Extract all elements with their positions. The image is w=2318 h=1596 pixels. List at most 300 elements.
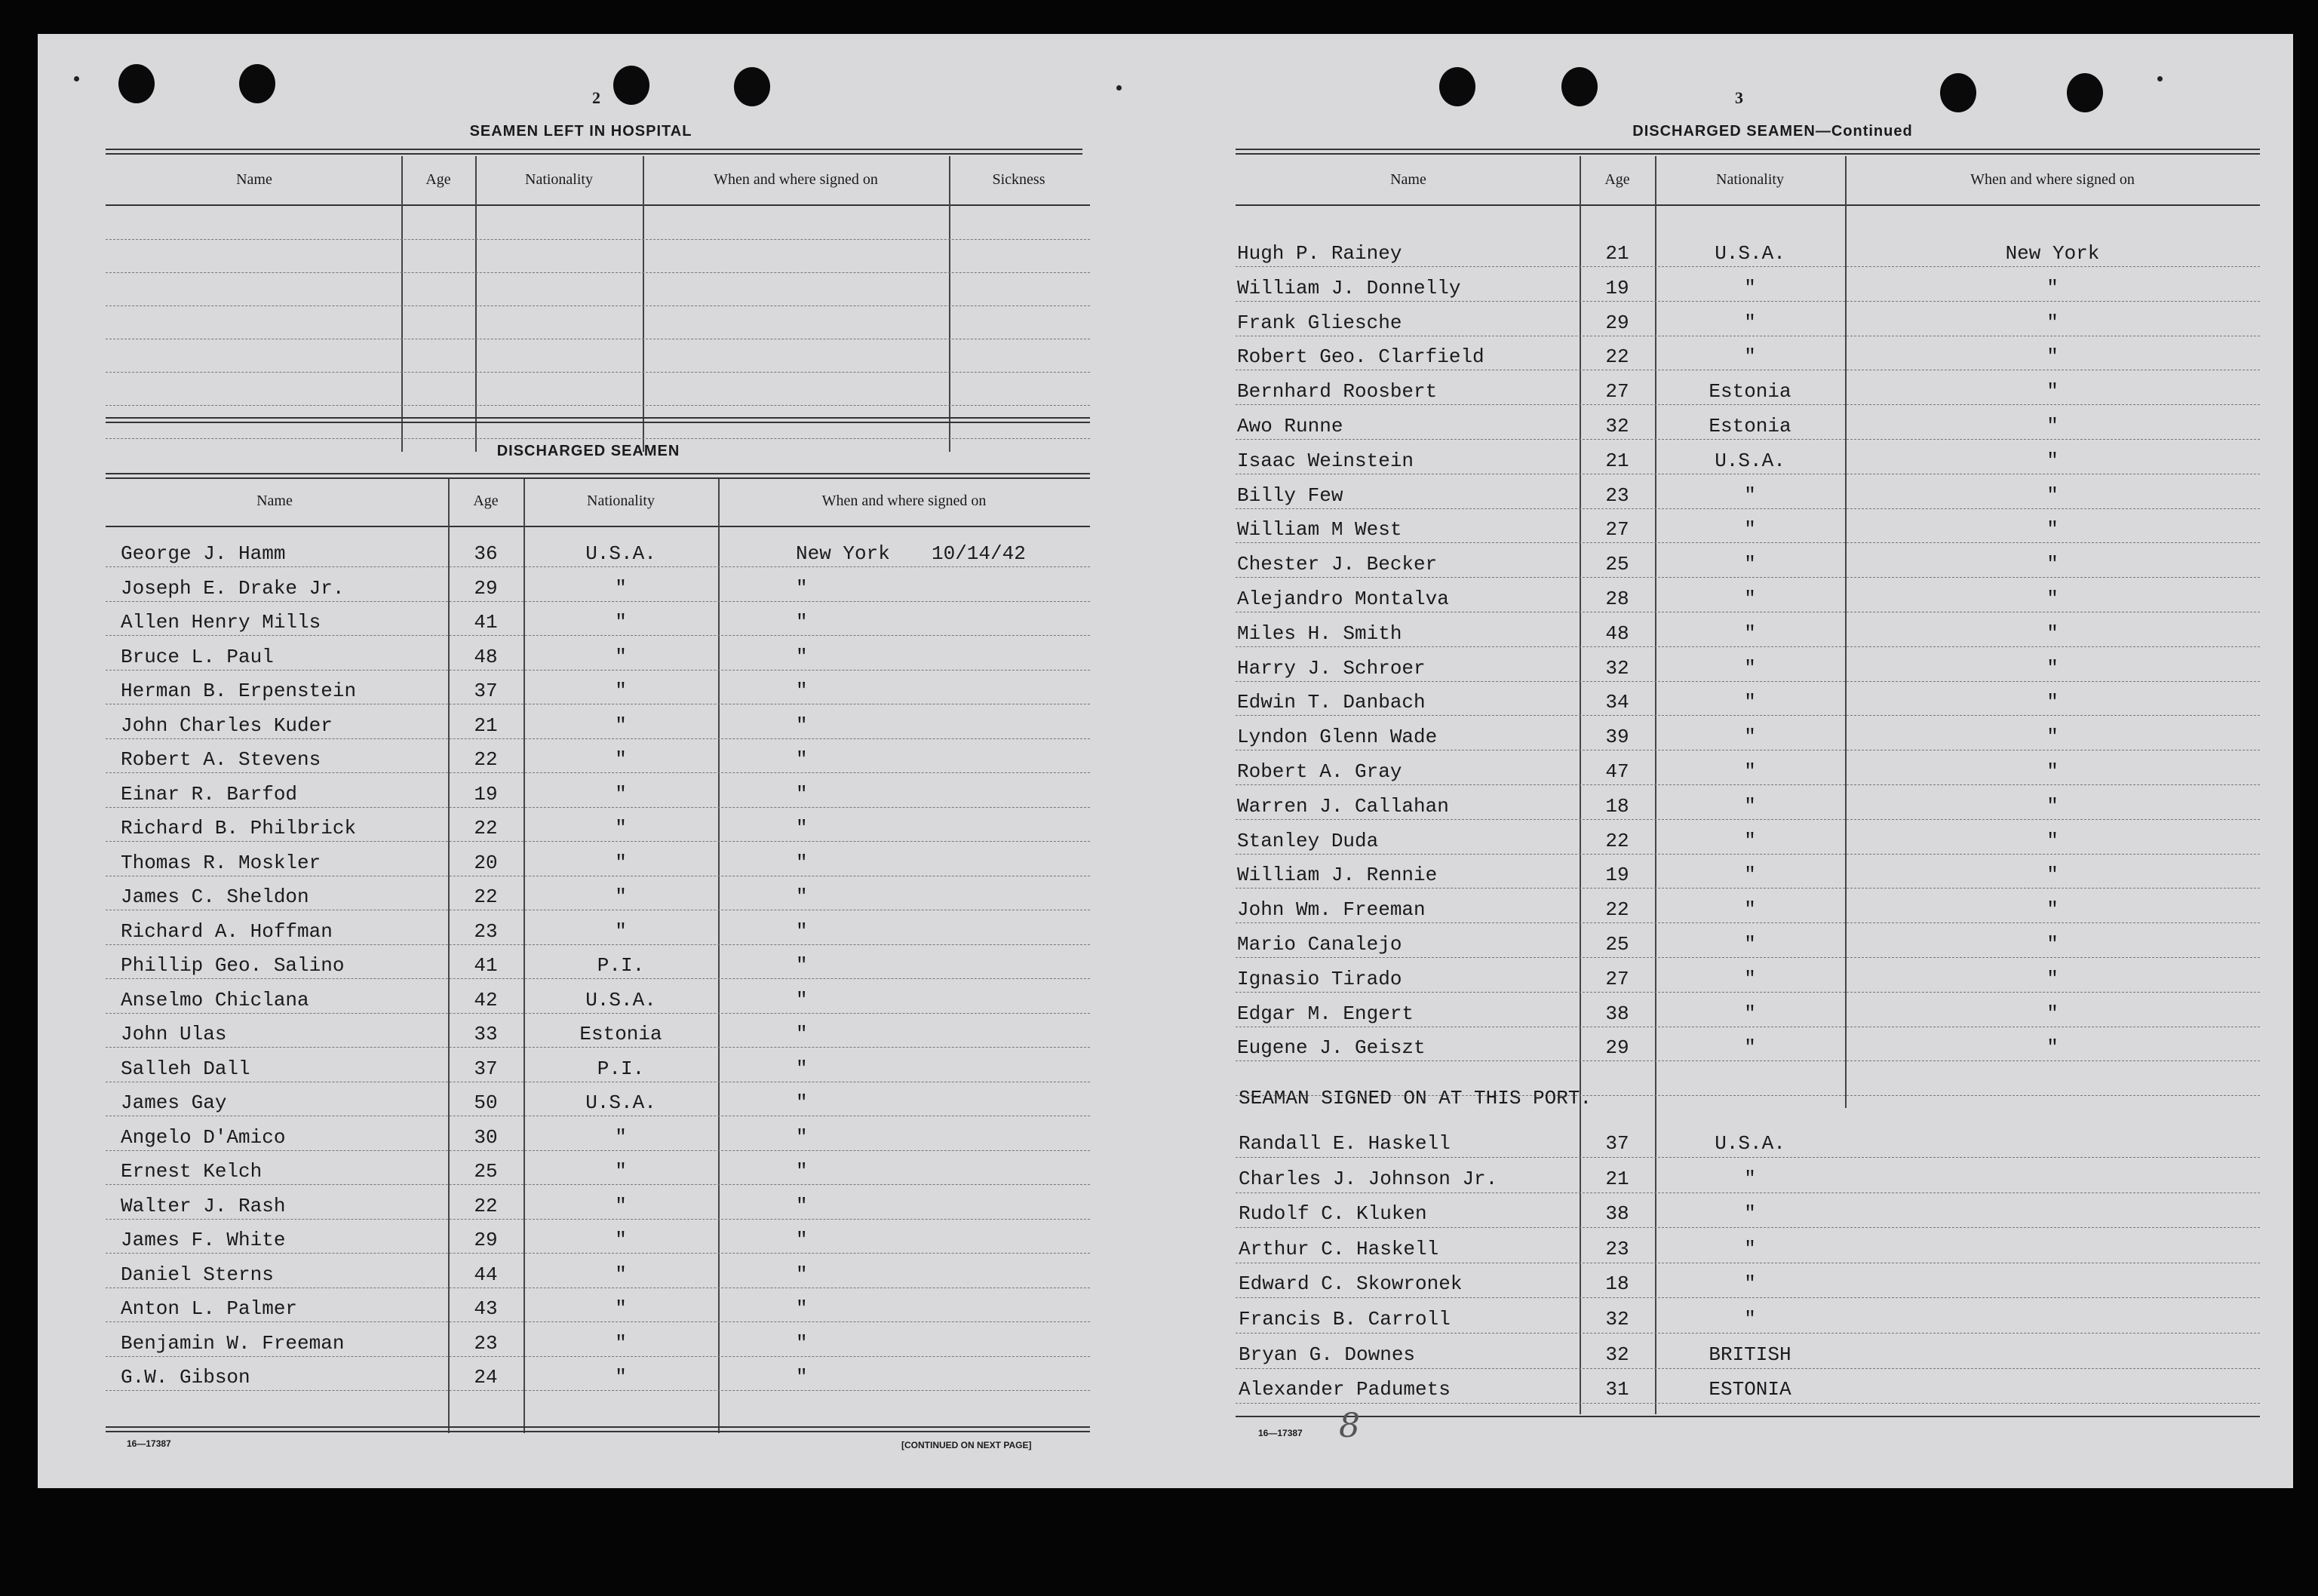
seaman-nationality: " [1744, 691, 1756, 714]
seaman-nationality: Estonia [579, 1023, 662, 1045]
seaman-nationality: " [1744, 1202, 1756, 1225]
seaman-age: 48 [1605, 622, 1629, 645]
seaman-name: Isaac Weinstein [1237, 450, 1414, 472]
seaman-signed-on-place: " [2046, 1036, 2059, 1059]
seaman-nationality: " [1744, 726, 1756, 748]
seaman-signed-on-place: " [796, 1229, 808, 1251]
hospital-col-age: Age [425, 171, 451, 188]
seaman-age: 25 [1605, 553, 1629, 575]
seaman-signed-on-date: 10/14/42 [932, 542, 1026, 565]
seaman-nationality: " [1744, 1002, 1756, 1025]
seaman-name: Stanley Duda [1237, 830, 1379, 852]
seaman-nationality: " [615, 1332, 627, 1355]
seaman-age: 39 [1605, 726, 1629, 748]
table-row [106, 566, 1090, 602]
seaman-nationality: Estonia [1709, 380, 1791, 403]
seaman-name: Bryan G. Downes [1239, 1343, 1416, 1366]
seaman-nationality: " [1744, 760, 1756, 783]
seaman-name: Eugene J. Geiszt [1237, 1036, 1426, 1059]
seaman-nationality: " [615, 577, 627, 600]
seaman-signed-on-place: " [2046, 760, 2059, 783]
seaman-signed-on-place: " [2046, 312, 2059, 334]
punch-hole [239, 64, 275, 103]
seaman-name: Anton L. Palmer [121, 1297, 298, 1320]
seaman-signed-on-place: " [796, 1160, 808, 1183]
seaman-signed-on-place: " [796, 954, 808, 977]
punch-hole [118, 64, 155, 103]
table-row [106, 1149, 1090, 1185]
seaman-age: 28 [1605, 588, 1629, 610]
seaman-signed-on-place: " [796, 1332, 808, 1355]
seaman-age: 23 [474, 1332, 498, 1355]
page-number-right: 3 [1735, 88, 1743, 107]
seaman-name: G.W. Gibson [121, 1366, 250, 1389]
seaman-name: Ignasio Tirado [1237, 968, 1402, 990]
seaman-name: Joseph E. Drake Jr. [121, 577, 345, 600]
table-row [1236, 542, 2260, 578]
left-bottom-rule [106, 1426, 1090, 1432]
seaman-name: William J. Rennie [1237, 864, 1438, 886]
seaman-name: Benjamin W. Freeman [121, 1332, 345, 1355]
seaman-age: 48 [474, 646, 498, 668]
seaman-name: James F. White [121, 1229, 286, 1251]
seaman-nationality: " [1744, 830, 1756, 852]
seaman-signed-on-place: " [2046, 968, 2059, 990]
seaman-age: 24 [474, 1366, 498, 1389]
table-row [1236, 508, 2260, 543]
seaman-nationality: U.S.A. [1715, 450, 1785, 472]
seaman-name: Warren J. Callahan [1237, 795, 1449, 818]
right-col-age: Age [1604, 171, 1630, 188]
seaman-nationality: " [615, 714, 627, 737]
seaman-nationality: " [1744, 1238, 1756, 1260]
table-row [1236, 1122, 2260, 1158]
seaman-age: 18 [1605, 1272, 1629, 1295]
seaman-signed-on-place: " [2046, 277, 2059, 299]
seaman-nationality: " [615, 920, 627, 943]
seaman-nationality: " [615, 885, 627, 908]
table-row [106, 738, 1090, 773]
seaman-nationality: " [1744, 795, 1756, 818]
speck [1116, 85, 1122, 91]
speck [74, 76, 79, 81]
seaman-nationality: " [1744, 1168, 1756, 1190]
seaman-nationality: " [1744, 898, 1756, 921]
seaman-name: Harry J. Schroer [1237, 657, 1426, 680]
seaman-nationality: U.S.A. [585, 542, 656, 565]
seaman-age: 50 [474, 1091, 498, 1114]
seaman-nationality: U.S.A. [585, 989, 656, 1011]
table-row [1236, 957, 2260, 993]
right-header-rule [1236, 204, 2260, 206]
seaman-age: 19 [474, 783, 498, 806]
seaman-nationality: ESTONIA [1709, 1378, 1791, 1401]
seaman-nationality: " [1744, 864, 1756, 886]
seaman-name: Herman B. Erpenstein [121, 680, 357, 702]
seaman-signed-on-place: " [796, 611, 808, 634]
seaman-name: Anselmo Chiclana [121, 989, 309, 1011]
seaman-nationality: " [1744, 622, 1756, 645]
punch-hole [734, 67, 770, 106]
seaman-nationality: " [1744, 345, 1756, 368]
table-row [106, 772, 1090, 808]
seaman-name: Miles H. Smith [1237, 622, 1402, 645]
seaman-age: 21 [474, 714, 498, 737]
seaman-signed-on-place: " [796, 1023, 808, 1045]
seaman-age: 32 [1605, 415, 1629, 437]
seaman-age: 27 [1605, 968, 1629, 990]
table-row [106, 532, 1090, 567]
seaman-nationality: U.S.A. [585, 1091, 656, 1114]
seaman-name: Charles J. Johnson Jr. [1239, 1168, 1498, 1190]
seaman-signed-on-place: " [796, 680, 808, 702]
table-row [106, 910, 1090, 945]
seaman-nationality: U.S.A. [1715, 242, 1785, 265]
form-number-right: 16—17387 [1258, 1428, 1303, 1438]
seaman-age: 44 [474, 1263, 498, 1286]
seaman-signed-on-place: " [796, 714, 808, 737]
seaman-name: Arthur C. Haskell [1239, 1238, 1439, 1260]
hospital-col-name: Name [236, 171, 272, 188]
seaman-signed-on-place: " [2046, 933, 2059, 956]
seaman-nationality: " [1744, 518, 1756, 541]
seaman-age: 33 [474, 1023, 498, 1045]
seaman-signed-on-place: " [796, 1057, 808, 1080]
seaman-name: Bernhard Roosbert [1237, 380, 1438, 403]
seaman-nationality: U.S.A. [1715, 1132, 1785, 1155]
seaman-nationality: " [1744, 1036, 1756, 1059]
table-row [106, 1355, 1090, 1391]
table-row [106, 1321, 1090, 1357]
seaman-age: 41 [474, 611, 498, 634]
hospital-section-title: SEAMEN LEFT IN HOSPITAL [469, 123, 692, 140]
seaman-age: 21 [1605, 1168, 1629, 1190]
seaman-signed-on-place: " [2046, 795, 2059, 818]
table-row [1236, 301, 2260, 336]
table-row [106, 1253, 1090, 1288]
table-row [1236, 232, 2260, 267]
table-row [106, 1012, 1090, 1048]
seaman-signed-on-place: " [2046, 726, 2059, 748]
seaman-age: 32 [1605, 657, 1629, 680]
seaman-signed-on-place: " [796, 885, 808, 908]
discharged-col-age: Age [473, 493, 499, 509]
seaman-nationality: " [615, 748, 627, 771]
table-row [106, 1184, 1090, 1220]
seaman-nationality: " [615, 1263, 627, 1286]
table-row [106, 978, 1090, 1014]
table-row [1236, 922, 2260, 958]
seaman-signed-on-place: " [2046, 691, 2059, 714]
seaman-name: Mario Canalejo [1237, 933, 1402, 956]
seaman-name: William M West [1237, 518, 1402, 541]
seaman-nationality: " [1744, 553, 1756, 575]
seaman-signed-on-place: " [2046, 1002, 2059, 1025]
punch-hole [1439, 67, 1475, 106]
table-row [1236, 992, 2260, 1027]
seaman-age: 34 [1605, 691, 1629, 714]
table-row [1236, 888, 2260, 923]
hospital-empty-row [106, 272, 1090, 306]
hospital-empty-row [106, 372, 1090, 406]
table-row [106, 875, 1090, 910]
seaman-age: 36 [474, 542, 498, 565]
table-row [1236, 646, 2260, 682]
seaman-nationality: P.I. [597, 954, 645, 977]
hospital-col-sickness: Sickness [992, 171, 1045, 188]
table-row [106, 1047, 1090, 1082]
right-col-name: Name [1390, 171, 1426, 188]
seaman-name: Billy Few [1237, 484, 1343, 507]
seaman-age: 38 [1605, 1002, 1629, 1025]
seaman-age: 29 [1605, 1036, 1629, 1059]
seaman-nationality: " [1744, 312, 1756, 334]
seaman-name: William J. Donnelly [1237, 277, 1461, 299]
seaman-nationality: " [615, 1160, 627, 1183]
table-row [1236, 1192, 2260, 1228]
seaman-signed-on-place: " [796, 748, 808, 771]
seaman-age: 29 [474, 1229, 498, 1251]
seaman-name: Richard B. Philbrick [121, 817, 357, 839]
seaman-name: James Gay [121, 1091, 227, 1114]
seaman-age: 19 [1605, 277, 1629, 299]
hospital-top-rule [106, 149, 1082, 155]
seaman-age: 22 [1605, 830, 1629, 852]
hospital-col-nationality: Nationality [525, 171, 593, 188]
seaman-nationality: " [1744, 484, 1756, 507]
right-bottom-rule [1236, 1416, 2260, 1417]
seaman-name: Daniel Sterns [121, 1263, 274, 1286]
table-row [1236, 1367, 2260, 1404]
right-section-title: DISCHARGED SEAMEN—Continued [1632, 123, 1913, 140]
seaman-age: 21 [1605, 450, 1629, 472]
seaman-nationality: " [1744, 968, 1756, 990]
table-row [1236, 853, 2260, 889]
seaman-nationality: " [1744, 277, 1756, 299]
seaman-name: Edwin T. Danbach [1237, 691, 1426, 714]
seaman-age: 22 [1605, 898, 1629, 921]
seaman-age: 23 [1605, 1238, 1629, 1260]
table-row [1236, 474, 2260, 509]
seaman-signed-on-place: " [2046, 657, 2059, 680]
table-row [106, 1116, 1090, 1151]
form-number-left: 16—17387 [127, 1438, 171, 1449]
hospital-bottom-rule [106, 417, 1090, 423]
seaman-signed-on-place: " [2046, 415, 2059, 437]
seaman-age: 43 [474, 1297, 498, 1320]
seaman-name: Randall E. Haskell [1239, 1132, 1451, 1155]
seaman-name: Thomas R. Moskler [121, 852, 321, 874]
seaman-name: Walter J. Rash [121, 1195, 286, 1217]
seaman-nationality: Estonia [1709, 415, 1791, 437]
seaman-signed-on-place: " [796, 817, 808, 839]
table-row [106, 1287, 1090, 1322]
table-row [1236, 1262, 2260, 1298]
seaman-name: Francis B. Carroll [1239, 1308, 1451, 1331]
table-row [106, 841, 1090, 876]
seaman-age: 18 [1605, 795, 1629, 818]
table-row [1236, 784, 2260, 820]
seaman-age: 20 [474, 852, 498, 874]
seaman-name: Bruce L. Paul [121, 646, 274, 668]
table-row [1236, 577, 2260, 612]
hospital-empty-row [106, 339, 1090, 373]
hospital-empty-row [106, 206, 1090, 240]
table-row [1236, 439, 2260, 474]
table-row [106, 1081, 1090, 1116]
seaman-age: 19 [1605, 864, 1629, 886]
discharged-header-rule [106, 526, 1090, 527]
seaman-signed-on-place: " [796, 646, 808, 668]
seaman-signed-on-place: " [2046, 345, 2059, 368]
seaman-name: Robert Geo. Clarfield [1237, 345, 1484, 368]
seaman-signed-on-place: " [796, 989, 808, 1011]
table-row [1236, 680, 2260, 716]
seaman-signed-on-place: " [796, 852, 808, 874]
hospital-empty-row [106, 305, 1090, 339]
seaman-nationality: P.I. [597, 1057, 645, 1080]
seaman-nationality: " [615, 817, 627, 839]
seaman-age: 25 [1605, 933, 1629, 956]
table-row [1236, 1227, 2260, 1263]
hospital-empty-row [106, 239, 1090, 273]
punch-hole [613, 66, 649, 105]
seaman-signed-on-place: " [2046, 484, 2059, 507]
seaman-name: John Wm. Freeman [1237, 898, 1426, 921]
seaman-name: Robert A. Stevens [121, 748, 321, 771]
seaman-name: Chester J. Becker [1237, 553, 1438, 575]
seaman-age: 41 [474, 954, 498, 977]
seaman-name: Awo Runne [1237, 415, 1343, 437]
seaman-nationality: BRITISH [1709, 1343, 1791, 1366]
table-row [106, 669, 1090, 704]
seaman-signed-on-place: " [2046, 898, 2059, 921]
table-row [1236, 266, 2260, 302]
seaman-age: 31 [1605, 1378, 1629, 1401]
punch-hole [1940, 73, 1976, 112]
seaman-age: 32 [1605, 1308, 1629, 1331]
seaman-nationality: " [615, 680, 627, 702]
seaman-signed-on-place: " [796, 1195, 808, 1217]
seaman-name: Einar R. Barfod [121, 783, 298, 806]
seaman-signed-on-place: " [2046, 380, 2059, 403]
seaman-age: 37 [474, 680, 498, 702]
seaman-signed-on-place: " [796, 1366, 808, 1389]
seaman-age: 22 [474, 817, 498, 839]
seaman-nationality: " [615, 611, 627, 634]
page-number-left: 2 [592, 88, 600, 107]
seaman-nationality: " [615, 1229, 627, 1251]
seaman-age: 29 [1605, 312, 1629, 334]
hospital-col-signed-on: When and where signed on [714, 171, 878, 188]
seaman-name: Alejandro Montalva [1237, 588, 1449, 610]
table-row [1236, 819, 2260, 855]
seaman-signed-on-place: " [2046, 450, 2059, 472]
seaman-nationality: " [1744, 1272, 1756, 1295]
seaman-nationality: " [615, 852, 627, 874]
seaman-age: 37 [474, 1057, 498, 1080]
seaman-name: James C. Sheldon [121, 885, 309, 908]
signed-on-heading: SEAMAN SIGNED ON AT THIS PORT. [1239, 1087, 1592, 1110]
seaman-name: John Charles Kuder [121, 714, 333, 737]
table-row [106, 944, 1090, 979]
seaman-nationality: " [1744, 1308, 1756, 1331]
seaman-signed-on-place: " [2046, 864, 2059, 886]
seaman-name: Ernest Kelch [121, 1160, 263, 1183]
right-col-nationality: Nationality [1716, 171, 1784, 188]
seaman-signed-on-place: " [2046, 588, 2059, 610]
table-row [106, 806, 1090, 842]
table-row [1236, 1297, 2260, 1334]
punch-hole [2067, 73, 2103, 112]
seaman-signed-on-place: " [796, 920, 808, 943]
table-row [1236, 335, 2260, 370]
seaman-signed-on-place: New York [796, 542, 890, 565]
seaman-nationality: " [615, 1297, 627, 1320]
seaman-age: 21 [1605, 242, 1629, 265]
seaman-age: 38 [1605, 1202, 1629, 1225]
discharged-col-signed-on: When and where signed on [821, 493, 987, 509]
handwritten-mark: 8 [1339, 1407, 1360, 1445]
seaman-signed-on-place: " [2046, 553, 2059, 575]
seaman-signed-on-place: " [796, 783, 808, 806]
seaman-nationality: " [1744, 657, 1756, 680]
table-row [106, 635, 1090, 671]
table-row [1236, 612, 2260, 647]
seaman-name: Allen Henry Mills [121, 611, 321, 634]
discharged-top-rule [106, 473, 1090, 479]
continued-note: [CONTINUED ON NEXT PAGE] [901, 1440, 1032, 1450]
seaman-age: 30 [474, 1126, 498, 1149]
document-sheet [38, 34, 2293, 1488]
punch-hole [1561, 67, 1598, 106]
table-row [1236, 1026, 2260, 1061]
seaman-name: Robert A. Gray [1237, 760, 1402, 783]
seaman-signed-on-place: " [796, 1091, 808, 1114]
seaman-name: Frank Gliesche [1237, 312, 1402, 334]
seaman-name: Lyndon Glenn Wade [1237, 726, 1438, 748]
table-row [106, 600, 1090, 636]
seaman-age: 37 [1605, 1132, 1629, 1155]
seaman-nationality: " [615, 646, 627, 668]
seaman-signed-on-place: " [796, 1126, 808, 1149]
table-row [1236, 750, 2260, 785]
seaman-name: John Ulas [121, 1023, 227, 1045]
seaman-name: George J. Hamm [121, 542, 286, 565]
table-row [1236, 1333, 2260, 1369]
seaman-nationality: " [1744, 588, 1756, 610]
seaman-age: 23 [474, 920, 498, 943]
table-row [1236, 1157, 2260, 1193]
seaman-signed-on-place: " [796, 577, 808, 600]
table-row [106, 704, 1090, 739]
seaman-nationality: " [615, 1195, 627, 1217]
discharged-col-nationality: Nationality [587, 493, 655, 509]
seaman-age: 27 [1605, 518, 1629, 541]
table-row [1236, 370, 2260, 405]
seaman-nationality: " [615, 1126, 627, 1149]
seaman-age: 32 [1605, 1343, 1629, 1366]
seaman-signed-on-place: " [2046, 518, 2059, 541]
seaman-name: Edward C. Skowronek [1239, 1272, 1463, 1295]
seaman-name: Salleh Dall [121, 1057, 250, 1080]
table-row [106, 1218, 1090, 1254]
seaman-nationality: " [1744, 933, 1756, 956]
seaman-name: Phillip Geo. Salino [121, 954, 345, 977]
right-top-rule [1236, 149, 2260, 155]
seaman-name: Alexander Padumets [1239, 1378, 1451, 1401]
seaman-age: 22 [474, 748, 498, 771]
